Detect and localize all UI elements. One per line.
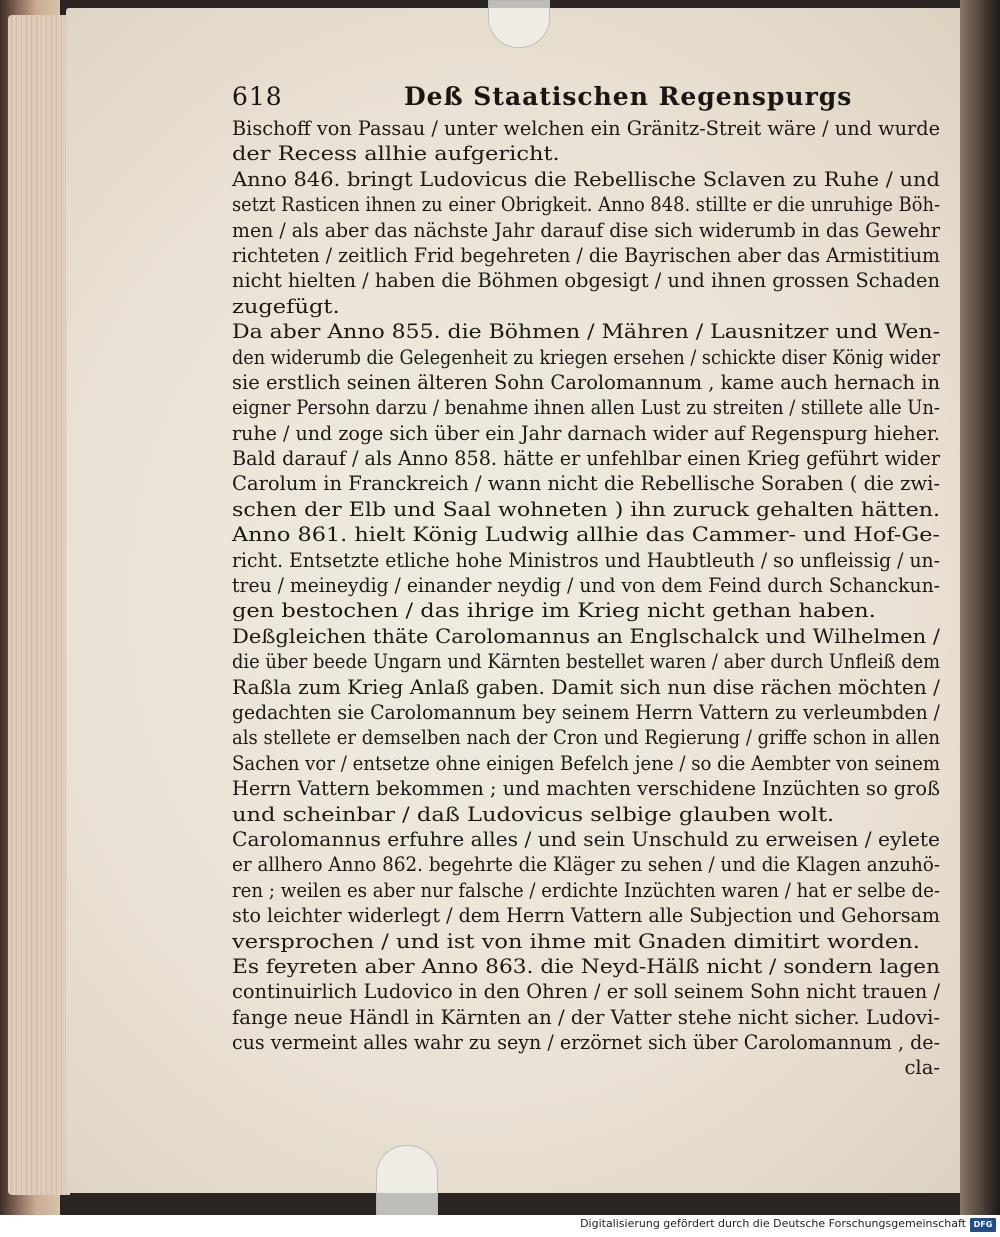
text-line: eigner Persohn darzu / benahme ihnen allen Lust zu streiten / stillete alle Un- <box>232 396 940 420</box>
text-line: der Recess allhie aufgericht. <box>232 142 560 166</box>
text-line: gen bestochen / das ihrige im Krieg nicht gethan haben. <box>232 599 876 623</box>
text-line: Sachen vor / entsetze ohne einigen Befelch jene / so die Aembter von seinem <box>232 751 940 775</box>
text-line: Herrn Vattern bekommen ; und machten verschidene Inzüchten so groß <box>232 777 940 801</box>
text-line: richteten / zeitlich Frid begehreten / die Bayrischen aber das Armistitium <box>232 243 940 267</box>
page-edges <box>8 15 70 1195</box>
text-line: versprochen / und ist von ihme mit Gnaden dimitirt worden. <box>232 929 920 953</box>
text-line: Anno 861. hielt König Ludwig allhie das Cammer- und Hof-Ge- <box>232 523 940 547</box>
text-line: continuirlich Ludovico in den Ohren / er soll seinem Sohn nicht trauen / <box>232 980 940 1004</box>
footer-bar <box>0 1215 1000 1237</box>
text-line: und scheinbar / daß Ludovicus selbige glauben wolt. <box>232 802 835 826</box>
text-line: sie erstlich seinen älteren Sohn Carolomannum , kame auch hernach in <box>232 370 940 394</box>
bottom-clip <box>376 1145 438 1215</box>
text-line: Carolum in Franckreich / wann nicht die Rebellische Soraben ( die zwi- <box>232 472 940 496</box>
dfg-logo: DFG <box>970 1218 996 1232</box>
text-line: ren ; weilen es aber nur falsche / erdichte Inzüchten waren / hat er selbe de- <box>232 878 940 902</box>
text-line: zugefügt. <box>232 294 340 318</box>
text-line: Bald darauf / als Anno 858. hätte er unfehlbar einen Krieg geführt wider <box>232 447 940 471</box>
text-line: cus vermeint alles wahr zu seyn / erzörnet sich über Carolomannum , de- <box>232 1031 940 1055</box>
text-line: richt. Entsetzte etliche hohe Ministros und Haubtleuth / so unfleissig / un- <box>232 548 940 572</box>
text-line: sto leichter widerlegt / dem Herrn Vattern alle Subjection und Gehorsam <box>232 904 940 928</box>
text-line: gedachten sie Carolomannum bey seinem Herrn Vattern zu verleumbden / <box>232 700 940 724</box>
text-line: die über beede Ungarn und Kärnten bestellet waren / aber durch Unfleiß dem <box>232 650 940 674</box>
text-line: Raßla zum Krieg Anlaß gaben. Damit sich nun dise rächen möchten / <box>232 675 941 699</box>
text-line: Es feyreten aber Anno 863. die Neyd-Hälß nicht / sondern lagen <box>232 954 940 978</box>
text-line: er allhero Anno 862. begehrte die Kläger zu sehen / und die Klagen anzuhö- <box>232 853 940 877</box>
catchword: cla- <box>904 1056 940 1080</box>
text-line: nicht hielten / haben die Böhmen obgesigt / und ihnen grossen Schaden <box>232 269 940 293</box>
text-line: als stellete er demselben nach der Cron und Regierung / griffe schon in allen <box>232 726 940 750</box>
digitization-credit: Digitalisierung gefördert durch die Deutsche Forschungsgemeinschaft <box>580 1217 966 1230</box>
text-line: setzt Rasticen ihnen zu einer Obrigkeit. Anno 848. stillte er die unruhige Böh- <box>232 193 940 217</box>
text-line: schen der Elb und Saal wohneten ) ihn zuruck gehalten hätten. <box>232 497 940 521</box>
gutter-shadow <box>960 0 1000 1215</box>
text-line: treu / meineydig / einander neydig / und von dem Feind durch Schanckun- <box>232 574 940 598</box>
page-number: 618 <box>232 82 283 111</box>
page-header <box>232 82 932 116</box>
text-line: Anno 846. bringt Ludovicus die Rebellische Sclaven zu Ruhe / und <box>232 167 940 191</box>
text-line: Bischoff von Passau / unter welchen ein Gränitz-Streit wäre / und wurde <box>232 117 940 140</box>
text-line: Da aber Anno 855. die Böhmen / Mähren / Lausnitzer und Wen- <box>232 320 940 344</box>
text-line: Deßgleichen thäte Carolomannus an Englschalck und Wilhelmen / <box>232 624 940 648</box>
text-line: fange neue Händl in Kärnten an / der Vatter stehe nicht sicher. Ludovi- <box>232 1005 940 1029</box>
body-text <box>232 116 940 1081</box>
text-line: Carolomannus erfuhre alles / und sein Unschuld zu erweisen / eylete <box>232 827 940 851</box>
text-line: den widerumb die Gelegenheit zu kriegen ersehen / schickte diser König wider <box>232 345 940 369</box>
text-line: ruhe / und zoge sich über ein Jahr darnach wider auf Regenspurg hieher. <box>232 421 940 445</box>
running-title: Deß Staatischen Regenspurgs <box>404 82 853 111</box>
text-line: men / als aber das nächste Jahr darauf dise sich widerumb in das Gewehr <box>232 218 940 242</box>
